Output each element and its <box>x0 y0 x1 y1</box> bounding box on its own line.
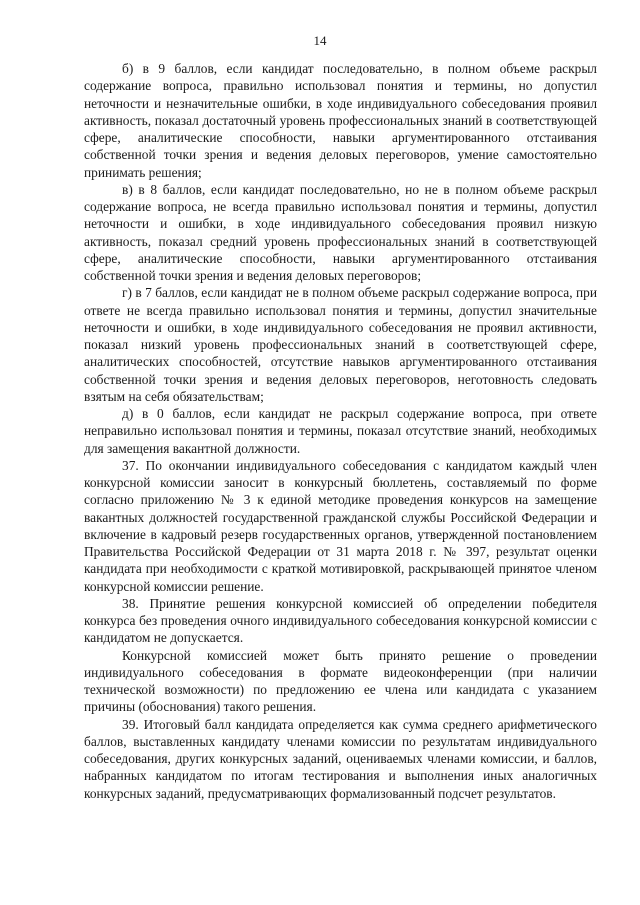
paragraph-item-g: г) в 7 баллов, если кандидат не в полном объеме раскрыл содержание вопроса, при ответе не всегда правильно использовал понятия и термины, допустил значительные неточности и ошибки, в ходе индивидуального собеседования не проявил активности, показал низкий уровень профессиональных знаний в соответствующей сфере, аналитических способностей, отсутствие навыков аргументированного отстаивания собственной точки зрения и ведения деловых переговоров, неготовность следовать взятым на себя обязательствам; <box>84 285 597 404</box>
paragraph-item-b: б) в 9 баллов, если кандидат последовательно, в полном объеме раскрыл содержание вопроса, правильно использовал понятия и термины, но допустил неточности и незначительные ошибки, в ходе индивидуального собеседования проявил активность, показал достаточный уровень профессиональных знаний в соответствующей сфере, аналитические способности, навыки аргументированного отстаивания собственной точки зрения и ведения деловых переговоров, умение самостоятельно принимать решения; <box>84 61 597 180</box>
paragraph-videoconference: Конкурсной комиссией может быть принято решение о проведении индивидуального собеседования в формате видеоконференции (при наличии технической возможности) по предложению ее члена или кандидата с указанием причины (обоснования) такого решения. <box>84 647 597 715</box>
paragraph-clause-37: 37. По окончании индивидуального собеседования с кандидатом каждый член конкурсной комиссии заносит в конкурсный бюллетень, составляемый по форме согласно приложению № 3 к единой методике проведения конкурсов на замещение вакантных должностей государственной гражданской службы Российской Федерации и включение в кадровый резерв государственных органов, утвержденной постановлением Правительства Российской Федерации от 31 марта 2018 г. № 397, результат оценки кандидата при необходимости с краткой мотивировкой, раскрывающей принятое членом конкурсной комиссии решение. <box>84 457 597 594</box>
paragraph-clause-38: 38. Принятие решения конкурсной комиссией об определении победителя конкурса без проведения очного индивидуального собеседования конкурсной комиссии с кандидатом не допускается. <box>84 595 597 646</box>
paragraph-item-v: в) в 8 баллов, если кандидат последовательно, но не в полном объеме раскрыл содержание вопроса, не всегда правильно использовал понятия и термины, допустил неточности и ошибки, в ходе индивидуального собеседования проявил низкую активность, показал средний уровень профессиональных знаний в соответствующей сфере, аналитические способности, навыки аргументированного отстаивания собственной точки зрения и ведения деловых переговоров; <box>84 181 597 283</box>
document-body <box>84 60 597 802</box>
page-number: 14 <box>313 33 327 48</box>
paragraph-item-d: д) в 0 баллов, если кандидат не раскрыл содержание вопроса, при ответе неправильно использовал понятия и термины, показал отсутствие знаний, необходимых для замещения вакантной должности. <box>84 406 597 456</box>
paragraph-clause-39: 39. Итоговый балл кандидата определяется как сумма среднего арифметического баллов, выставленных кандидату членами комиссии по результатам индивидуального собеседования, других конкурсных заданий, оцениваемых членами комиссии, и баллов, набранных кандидатом по итогам тестирования и выполнения иных аналогичных конкурсных заданий, предусматривающих формализованный подсчет результатов. <box>84 716 597 801</box>
